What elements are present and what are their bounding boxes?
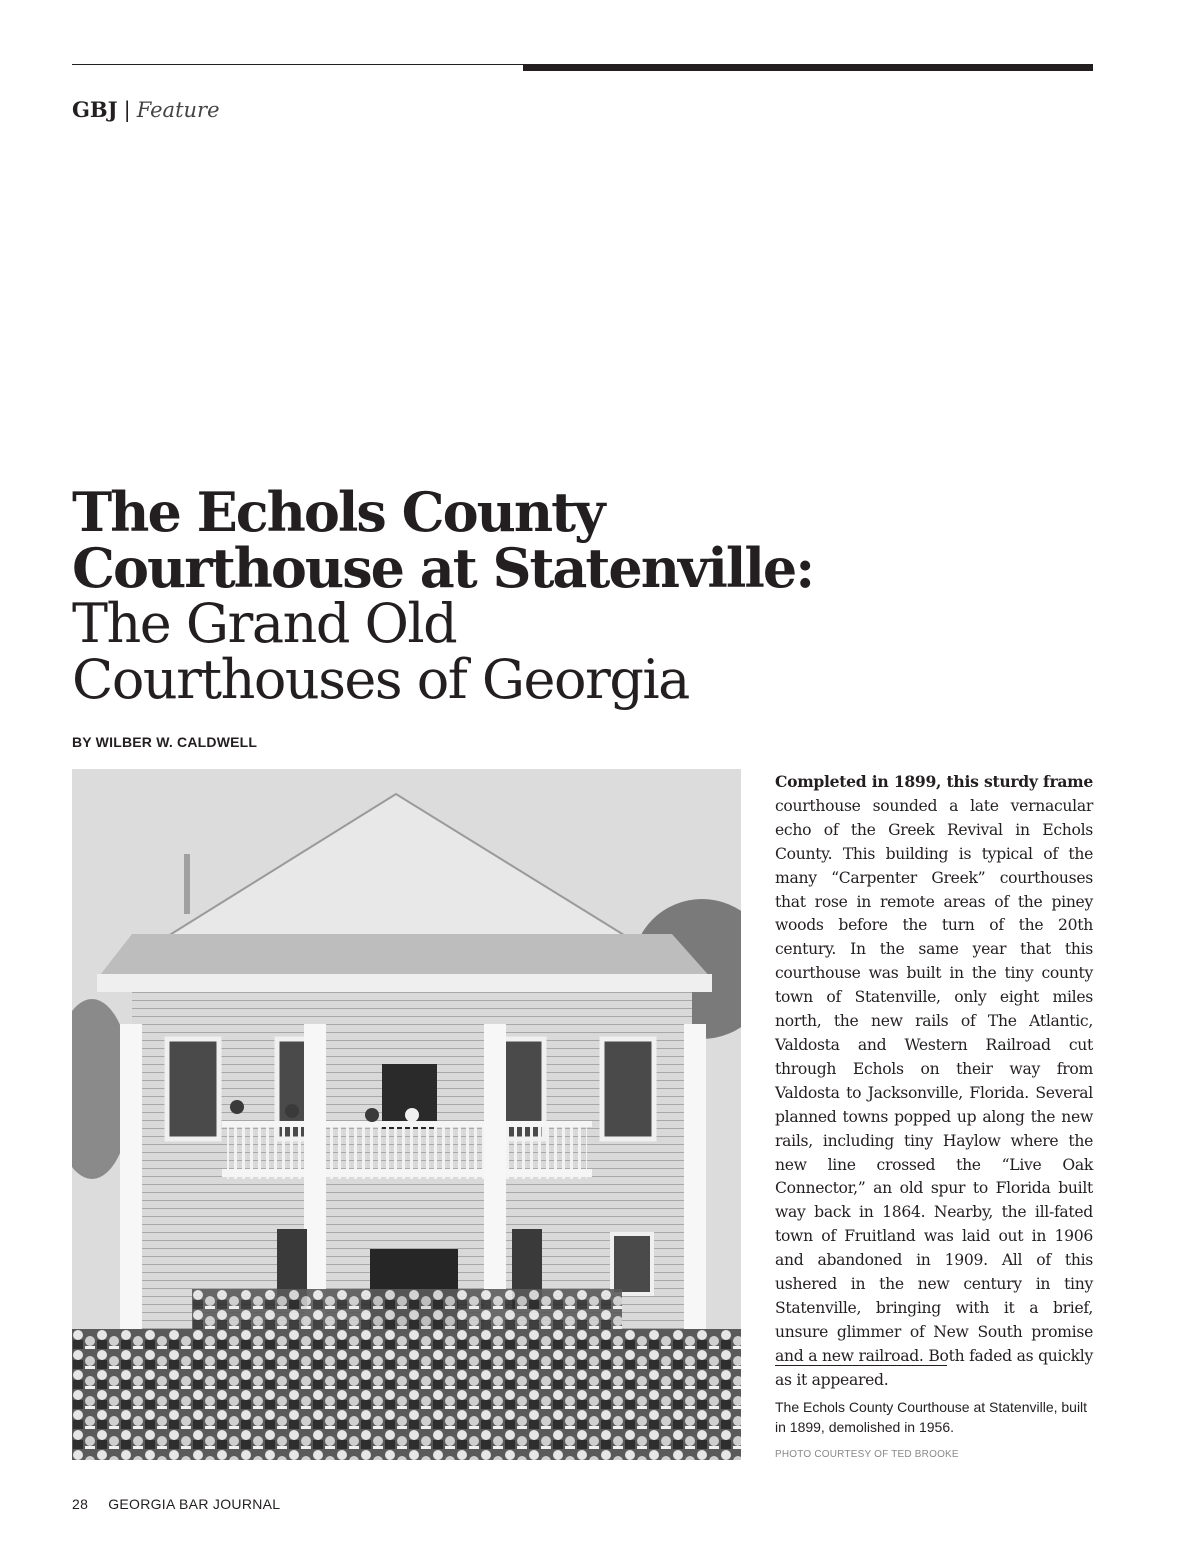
subtitle-line-1: The Grand Old [72,592,457,655]
byline: BY WILBER W. CALDWELL [72,734,258,750]
page-footer [72,1496,280,1512]
article-body [775,770,1093,1393]
courthouse-photo [72,769,741,1460]
article-title [72,480,832,711]
journal-brand: GBJ [72,97,118,122]
publication-name: GEORGIA BAR JOURNAL [108,1496,281,1512]
header-rule-thick [523,64,1093,71]
photo-credit: PHOTO COURTESY OF TED BROOKE [775,1449,959,1460]
header-rule-thin [72,64,524,65]
section-name: Feature [136,98,220,122]
article-lead: Completed in 1899, this sturdy frame [775,772,1093,791]
subtitle-line-2: Courthouses of Georgia [72,648,689,711]
title-line-2: Courthouse at Statenville: [72,536,814,600]
article-body-text: courthouse sounded a late vernacular echo of the Greek Revival in Echols County. This building is typical of the many “Carpenter Greek” courthouses that rose in remote areas of the piney woods before the turn of the 20th century. In the same year that this courthouse was built in the tiny county town of Statenville, only eight miles north, the new rails of The Atlantic, Valdosta and Western Railroad cut through Echols on their way from Valdosta to Jacksonville, Florida. Several planned towns popped up along the new rails, including tiny Haylow where the new line crossed the “Live Oak Connector,” an old spur to Florida built way back in 1864. Nearby, the ill-fated town of Fruitland was laid out in 1906 and abandoned in 1909. All of this ushered in the new century in tiny Statenville, bringing with it a brief, unsure glimmer of New South promise and a new railroad. Both faded as quickly as it appeared. [775,796,1093,1389]
section-label [72,97,220,122]
page-number: 28 [72,1496,89,1512]
section-separator: | [123,98,131,122]
title-line-1: The Echols County [72,480,604,544]
photo-caption: The Echols County Courthouse at Statenville, built in 1899, demolished in 1956. [775,1399,1088,1435]
caption-rule [775,1365,947,1366]
